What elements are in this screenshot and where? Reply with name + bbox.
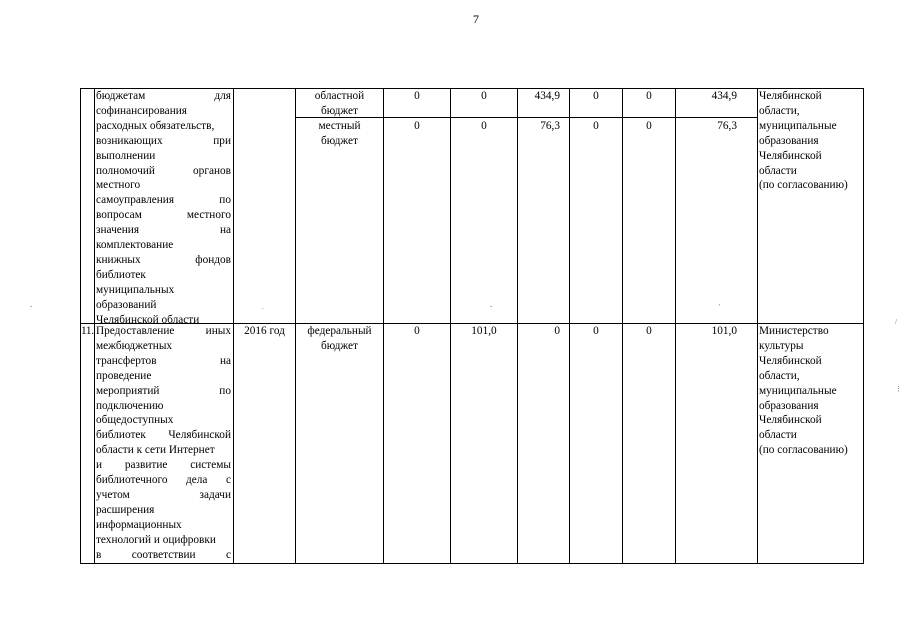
text-line [96, 283, 231, 298]
word: Челябинской [168, 429, 231, 442]
row10-local-value-6: 76,3 [717, 120, 737, 132]
col-border-right [863, 88, 864, 564]
word: межбюджетных [96, 339, 173, 352]
text-line: местный [318, 120, 361, 132]
word: выполнении [96, 149, 156, 162]
row10-regional-value-3: 434,9 [534, 90, 560, 102]
row11-federal-value-5: 0 [646, 325, 652, 337]
text-line: бюджет [321, 104, 358, 117]
text-line: образования [759, 399, 819, 412]
word: подключению [96, 399, 164, 412]
text-line [96, 458, 231, 473]
row10-local-value-4: 0 [593, 120, 599, 132]
word: комплектование [96, 239, 174, 252]
word: на [219, 354, 231, 367]
word: местного [186, 209, 231, 222]
word: библиотек [96, 429, 146, 442]
row11-federal-value-4: 0 [593, 325, 599, 337]
word: софинансирования [96, 104, 187, 117]
text-line [96, 369, 231, 384]
text-line [96, 339, 231, 354]
scan-speck: - [490, 302, 493, 310]
row10-regional-value-1: 0 [414, 90, 420, 102]
text-line: муниципальные [759, 384, 837, 397]
word: общедоступных [96, 414, 174, 427]
text-line: культуры [759, 339, 804, 352]
word: с [225, 474, 231, 487]
word: системы [190, 459, 231, 472]
text-line: областной [314, 90, 365, 102]
text-line [96, 164, 231, 179]
row11-federal-value-2: 101,0 [471, 325, 497, 337]
row10-regional-value-4: 0 [593, 90, 599, 102]
text-line [96, 413, 231, 428]
word: задачи [199, 488, 231, 501]
word: по [219, 194, 231, 207]
row10-local-value-1: 0 [414, 120, 420, 132]
row11-number: 11. [81, 325, 94, 337]
table-bottom-border [80, 563, 864, 564]
row10-regional-value-2: 0 [481, 90, 487, 102]
text-line [96, 104, 231, 119]
word: технологий и оцифровки [96, 533, 216, 546]
row11-executor-cell [759, 324, 863, 458]
word: органов [193, 164, 231, 177]
text-line [96, 548, 231, 563]
text-line [96, 384, 231, 399]
row10-source-regional [296, 89, 383, 119]
text-line [96, 89, 231, 104]
text-line: области [759, 429, 797, 442]
scan-speck: / [895, 318, 897, 326]
row11-federal-value-6: 101,0 [711, 325, 737, 337]
text-line [96, 443, 231, 458]
word: с [225, 548, 231, 561]
text-line [96, 149, 231, 164]
word: иных [205, 325, 231, 337]
row11-federal-value-1: 0 [414, 325, 420, 337]
word: местного [96, 179, 141, 192]
row10-name-cell [96, 89, 231, 328]
word: и [96, 459, 103, 472]
col-border-v6 [757, 88, 758, 564]
word: расширения [96, 503, 155, 516]
word: Челябинской области [96, 313, 200, 326]
text-line: (по согласованию) [759, 179, 848, 192]
word: для [214, 90, 231, 102]
row10-local-value-3: 76,3 [540, 120, 560, 132]
word: вопросам [96, 209, 142, 222]
text-line [96, 428, 231, 443]
text-line [96, 268, 231, 283]
text-line [96, 223, 231, 238]
text-line [96, 399, 231, 414]
text-line: Челябинской [759, 354, 822, 367]
page-number: 7 [473, 12, 479, 26]
word: трансфертов [96, 354, 157, 367]
word: развитие [124, 459, 168, 472]
word: муниципальных [96, 283, 175, 296]
word: мероприятий [96, 384, 160, 397]
row10-executor-cell [759, 89, 863, 193]
text-line [96, 119, 231, 134]
word: бюджетам [96, 90, 146, 102]
row11-name-cell [96, 324, 231, 563]
word: дела [186, 474, 208, 487]
scan-speck: ⋮ [895, 385, 902, 393]
row10-local-value-2: 0 [481, 120, 487, 132]
scan-speck: - [30, 302, 33, 310]
word: фондов [195, 253, 231, 266]
word: самоуправления [96, 194, 175, 207]
text-line [96, 134, 231, 149]
word: возникающих [96, 134, 163, 147]
text-line: федеральный [307, 325, 372, 337]
row10-local-value-5: 0 [646, 120, 652, 132]
text-line [96, 518, 231, 533]
scan-speck: ' [719, 303, 721, 311]
word: в [96, 548, 102, 561]
text-line: бюджет [321, 134, 358, 147]
text-line [96, 193, 231, 208]
text-line: Министерство [759, 325, 829, 337]
row11-federal-value-3: 0 [554, 325, 560, 337]
word: значения [96, 224, 140, 237]
row10-regional-value-5: 0 [646, 90, 652, 102]
text-line: (по согласованию) [759, 444, 848, 457]
word: по [219, 384, 231, 397]
word: области к сети Интернет [96, 444, 215, 457]
row10-regional-value-6: 434,9 [711, 90, 737, 102]
text-line [96, 253, 231, 268]
text-line [96, 354, 231, 369]
word: библиотечного [96, 474, 168, 487]
word: расходных обязательств, [96, 119, 215, 132]
word: книжных [96, 253, 141, 266]
word: информационных [96, 518, 182, 531]
text-line [96, 178, 231, 193]
text-line: Челябинской [759, 414, 822, 427]
text-line [96, 298, 231, 313]
row11-source-federal [296, 324, 383, 354]
text-line [96, 488, 231, 503]
word: на [219, 224, 231, 237]
text-line: бюджет [321, 339, 358, 352]
text-line: муниципальные [759, 119, 837, 132]
word: Предоставление [96, 325, 175, 337]
text-line: области, [759, 104, 800, 117]
word: библиотек [96, 268, 146, 281]
text-line [96, 208, 231, 223]
text-line: области [759, 164, 797, 177]
row10-source-local [296, 119, 383, 149]
word: образований [96, 298, 157, 311]
text-line [96, 503, 231, 518]
text-line: образования [759, 134, 819, 147]
word: при [213, 134, 231, 147]
text-line: Челябинской [759, 90, 822, 102]
text-line [96, 324, 231, 339]
word: соответствии [131, 548, 196, 561]
row11-period: 2016 год [244, 325, 285, 337]
text-line [96, 473, 231, 488]
text-line: области, [759, 369, 800, 382]
scan-speck: . [262, 303, 264, 311]
text-line [96, 533, 231, 548]
text-line [96, 238, 231, 253]
word: учетом [96, 488, 130, 501]
word: проведение [96, 369, 152, 382]
word: полномочий [96, 164, 155, 177]
text-line: Челябинской [759, 149, 822, 162]
